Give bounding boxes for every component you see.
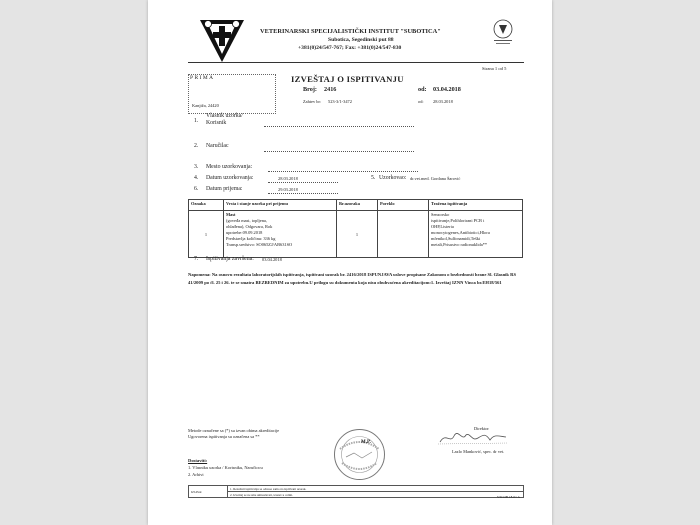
report-date: 03.04.2018 <box>433 86 461 93</box>
official-stamp-icon <box>332 427 387 482</box>
field-completed-value: 03.04.2018 <box>262 257 282 262</box>
field-owner-label: Vlasnik uzorka/ <box>206 113 243 119</box>
document-id: VSI OB 18-01 A <box>497 495 520 499</box>
field-sampling-date-line <box>268 182 338 183</box>
field-sampler-number: 5. <box>371 175 376 181</box>
field-location-number: 3. <box>194 164 199 170</box>
institute-address: Subotica, Segedinski put 88 <box>328 37 394 43</box>
cell-poreklo <box>378 211 429 258</box>
field-sampler-value: dr.vet.med. Gordana Šarović <box>410 176 461 181</box>
samples-table <box>188 199 523 258</box>
field-owner-number: 1. <box>194 118 199 124</box>
recipient-place: Kanjiža, 24420 <box>192 103 219 108</box>
field-owner-line <box>264 126 414 127</box>
field-receipt-date-line <box>268 193 338 194</box>
field-receipt-date-label: Datum prijema: <box>206 186 243 192</box>
field-completed-label: Ispitivanja završena: <box>206 256 254 262</box>
statement-table <box>188 485 524 498</box>
request-number-label: Zahtev br: <box>303 99 322 104</box>
document-page <box>148 0 552 525</box>
statement-label: IZJAVA: <box>189 486 228 498</box>
cell-oznaka: 1 <box>189 211 224 258</box>
col-header-br-uzoraka: Br.uzoraka <box>337 200 378 211</box>
cell-ispitivanja-line: ispitivanje,Polihlorirani PCB i <box>431 218 485 223</box>
cell-vrsta-title: Mast <box>226 212 236 217</box>
footnote-contracted: Ugovorena ispitivanja su označena sa ** <box>188 434 260 439</box>
cell-ispitivanja-line: OHP,Listeria <box>431 224 454 229</box>
director-name: Lazlo Manković, spec. dr vet. <box>452 449 505 454</box>
footnote-accreditation: Metode označene sa (*) su izvan obima akreditacije <box>188 428 280 433</box>
header-divider <box>188 62 524 63</box>
cell-br-uzoraka: 1 <box>337 211 378 258</box>
report-number: 2416 <box>324 86 337 93</box>
field-orderer-number: 2. <box>194 143 199 149</box>
page-indicator: Strana 1 od 5 <box>482 66 507 71</box>
institute-phone-fax: +381(0)24/547-767; Fax: +381(0)24/547-830 <box>298 45 402 51</box>
accreditation-logo-icon <box>490 18 516 48</box>
col-header-ispitivanja: Tražena ispitivanja <box>429 200 523 211</box>
field-sampling-date-number: 4. <box>194 175 199 181</box>
field-orderer-label: Naručilac <box>206 143 229 149</box>
cell-vrsta-line: ohlađena), Odgovara, Rok <box>226 224 273 229</box>
conclusion-note: Napomena: Na osnovu rezultata laboratorijskih ispitivanja, ispitivani uzorak br. 2416/2018 ISPUNJAVA uslove propisane Zakonom o bezbednosti hrane Sl. Glasnik RS 41/2009 po čl. 25 i 26. te se smatra BEZBEDNIM za upotrebu.U prilogu su dokumenta koja nisu obuhvaćena akreditacijom:1. Izveštaj IZNN Vinca br.EH18/561 <box>188 272 516 285</box>
director-title: Direktor <box>474 426 489 431</box>
cell-vrsta-line: Predstavlja količinu: 336 kg <box>226 236 276 241</box>
statement-row <box>189 492 524 498</box>
field-sampler-label: Uzorkovao: <box>379 175 407 181</box>
director-signature-icon <box>436 430 510 446</box>
statement-line: 1. Rezultati ispitivanja se odnose samo na ispitivani uzorak. <box>228 486 524 492</box>
field-location-line <box>268 171 418 172</box>
delivery-item: 1. Vlasniku uzorka / Korisniku, Naručiocu <box>188 465 263 470</box>
recipient-name: PRIMA <box>190 75 215 81</box>
cell-vrsta-line: (goveđa mast, topljena, <box>226 218 267 223</box>
cell-vrsta-line: upotrebe:09.09.2018 <box>226 230 263 235</box>
table-header-row <box>189 200 523 211</box>
cell-ispitivanja-line: metali,Prisustvo radionuklida** <box>431 242 488 247</box>
cell-ispitivanja-line: mfenikol,Sulfonamidi,Teški <box>431 236 481 241</box>
field-receipt-date-number: 6. <box>194 186 199 192</box>
cell-ispitivanja-line: Senzorsko <box>431 212 450 217</box>
cell-ispitivanja <box>429 211 523 258</box>
col-header-poreklo: Poreklo <box>378 200 429 211</box>
statement-line: 2. Izveštaj se ne sme umnožavati, izuzev u celini. <box>228 492 524 498</box>
delivery-title: Dostaviti: <box>188 458 208 463</box>
field-location-label: Mesto uzorkovanja: <box>206 164 253 170</box>
field-sampling-date-value: 28.03.2018 <box>278 176 298 181</box>
field-orderer-line <box>264 151 414 152</box>
cell-vrsta <box>224 211 337 258</box>
col-header-oznaka: Oznaka <box>189 200 224 211</box>
field-sampling-date-label: Datum uzorkovanja: <box>206 175 254 181</box>
field-completed-number: 7. <box>194 256 199 262</box>
institute-name: VETERINARSKI SPECIJALISTIČKI INSTITUT "SUBOTICA" <box>260 28 441 35</box>
stamp-mark: M.P. <box>361 440 371 445</box>
request-date: 28.03.2018 <box>433 99 453 104</box>
report-date-label: od: <box>418 86 427 93</box>
field-receipt-date-value: 29.03.2018 <box>278 187 298 192</box>
report-title: IZVEŠTAJ O ISPITIVANJU <box>291 74 404 84</box>
field-owner-label-2: Korisnik <box>206 120 227 126</box>
cell-ispitivanja-line: monocytogenes,Antibiotici,Hlora <box>431 230 490 235</box>
col-header-vrsta: Vrsta i stanje uzorka pri prijemu <box>224 200 337 211</box>
request-date-label: od: <box>418 99 424 104</box>
request-number: 523-3/1-3472 <box>328 99 352 104</box>
cell-vrsta-line: Transp.sredstvo: SO065ZJ/AB631SO <box>226 242 293 247</box>
institute-logo-icon <box>198 18 246 64</box>
report-number-label: Broj: <box>303 86 317 93</box>
delivery-item: 2. Arhivi <box>188 472 204 477</box>
table-row <box>189 211 523 258</box>
